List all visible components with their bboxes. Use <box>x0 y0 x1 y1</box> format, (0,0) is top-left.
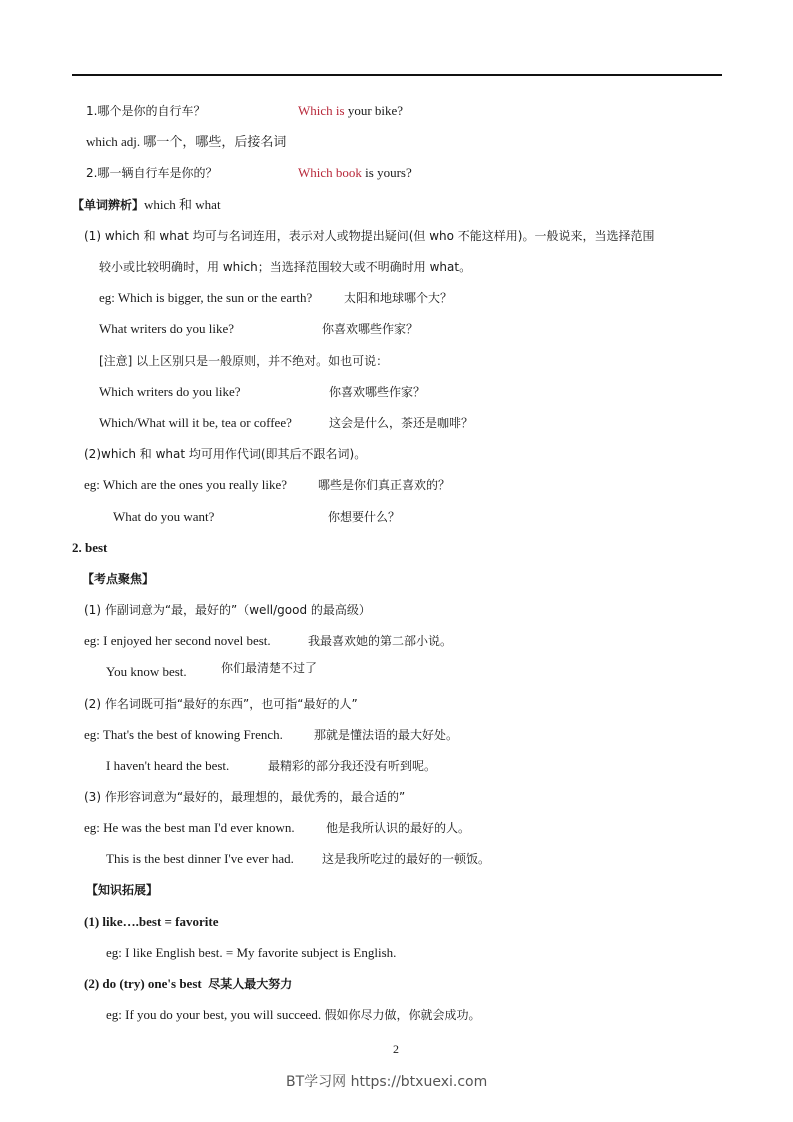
example-cn: 他是我所认识的最好的人。 <box>326 821 471 835</box>
paragraph: (2)which 和 what 均可用作代词(即其后不跟名词)。 <box>84 447 367 461</box>
definition-line <box>86 134 286 150</box>
example-en: What writers do you like? <box>99 321 235 336</box>
example-line <box>298 103 403 119</box>
example-line <box>298 165 412 181</box>
example-en: What do you want? <box>113 509 215 524</box>
example-cn: 这会是什么，茶还是咖啡？ <box>329 416 474 430</box>
example-en: your bike? <box>344 103 404 118</box>
usage-point: (2) 作名词既可指“最好的东西”，也可指“最好的人” <box>84 697 358 711</box>
example-cn: 你想要什么？ <box>328 510 401 524</box>
example-cn: 2.哪一辆自行车是你的？ <box>86 166 218 180</box>
section-title: 2. best <box>72 540 108 555</box>
extension-point: (1) like….best = favorite <box>84 914 219 929</box>
highlight-text: Which book <box>298 165 362 180</box>
usage-point: (3) 作形容词意为“最好的，最理想的，最优秀的，最合适的” <box>84 790 406 804</box>
highlight-text: Which is <box>298 103 345 118</box>
example-cn: 你喜欢哪些作家？ <box>329 385 426 399</box>
example-cn: 我最喜欢她的第二部小说。 <box>308 634 453 648</box>
example-en: Which writers do you like? <box>99 384 241 399</box>
heading-rest: which 和 what <box>144 197 221 212</box>
example-en: eg: That's the best of knowing French. <box>84 727 283 742</box>
definition-text: which adj. 哪一个，哪些，后接名词 <box>86 134 287 149</box>
example-cn: 这是我所吃过的最好的一顿饭。 <box>322 852 491 866</box>
example-cn: 那就是懂法语的最大好处。 <box>314 728 459 742</box>
example-en: eg: Which are the ones you really like? <box>84 477 287 492</box>
watermark: BT学习网 https://btxuexi.com <box>286 1074 488 1090</box>
section-heading: 【考点聚焦】 <box>82 572 155 586</box>
example-cn: 最精彩的部分我还没有听到呢。 <box>268 759 437 773</box>
example-cn: 你喜欢哪些作家？ <box>322 322 419 336</box>
example-cn: 你们最清楚不过了 <box>221 661 318 675</box>
heading-label: 【单词辨析】 <box>72 198 145 212</box>
example-en: Which/What will it be, tea or coffee? <box>99 415 292 430</box>
extension-cn: 尽某人最大努力 <box>208 977 293 991</box>
paragraph-text: 较小或比较明确时，用 which；当选择范围较大或不明确时用 what。 <box>99 260 472 274</box>
example-cn: 哪些是你们真正喜欢的？ <box>318 478 451 492</box>
example-en: is yours? <box>361 165 412 180</box>
section-heading: 【知识拓展】 <box>86 883 159 897</box>
example-en: eg: If you do your best, you will succeed. <box>106 1007 322 1022</box>
example-cn: 假如你尽力做，你就会成功。 <box>324 1008 481 1022</box>
example-en: eg: Which is bigger, the sun or the earth? <box>99 290 313 305</box>
example-en: You know best. <box>106 664 187 679</box>
example-line <box>106 1007 480 1023</box>
usage-point: (1) 作副词意为“最，最好的”（well/good 的最高级） <box>84 603 371 617</box>
example-en: This is the best dinner I've ever had. <box>106 851 294 866</box>
paragraph-text: (1) which 和 what 均可与名词连用，表示对人或物提出疑问(但 who 不能这样用)。一般说来，当选择范围 <box>84 229 655 243</box>
header-rule <box>72 74 722 76</box>
note: [注意] 以上区别只是一般原则，并不绝对。如也可说： <box>99 354 389 368</box>
example-en: eg: I enjoyed her second novel best. <box>84 633 271 648</box>
section-heading <box>72 197 221 213</box>
page-number: 2 <box>393 1042 399 1056</box>
paragraph <box>84 228 654 244</box>
example-en: eg: I like English best. = My favorite subject is English. <box>106 945 397 960</box>
extension-en: (2) do (try) one's best <box>84 976 202 991</box>
paragraph <box>99 259 471 275</box>
example-cn: 1.哪个是你的自行车？ <box>86 104 206 118</box>
example-cn: 太阳和地球哪个大？ <box>344 291 453 305</box>
example-en: I haven't heard the best. <box>106 758 230 773</box>
example-line <box>86 103 205 119</box>
extension-point <box>84 976 292 992</box>
example-line <box>86 165 217 181</box>
example-en: eg: He was the best man I'd ever known. <box>84 820 295 835</box>
